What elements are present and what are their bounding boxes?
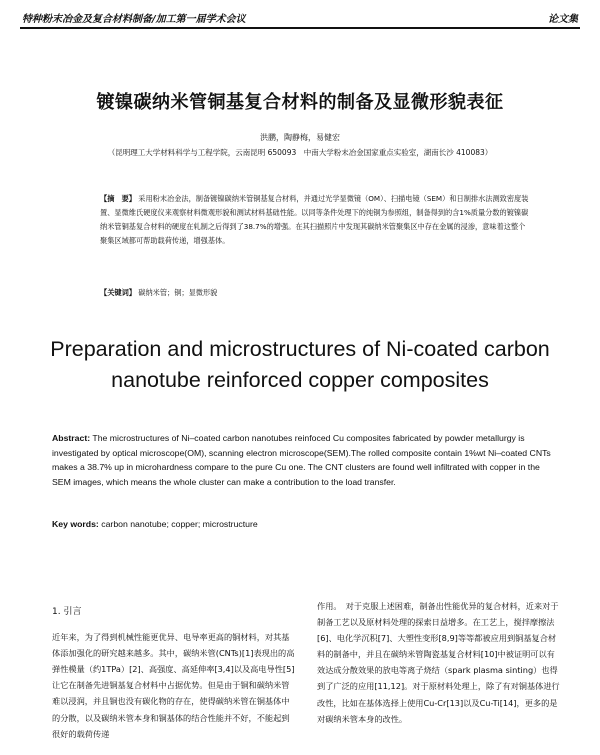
chinese-abstract-text: 采用粉末冶金法，制备镀镍碳纳米管铜基复合材料，并通过光学显微镜（OM）、扫描电镜（SEM）和日制排水法测致密度装置、显微维氏硬度仪来观察材料微观形貌和测试材料基础性能。以同等条件处理下的纯铜为参照组，制备得到的含1%质量分数的镀镍碳纳米管铜基复合材料的硬度在轧制之后得到了38.7%的增强。在其扫描照片中发现其碳纳米管聚集区中存在金属的浸渗，意味着这整个聚集区域都可帮助载荷传递，增强基体。	[100, 194, 529, 245]
english-abstract	[52, 431, 554, 489]
chinese-title: 镀镍碳纳米管铜基复合材料的制备及显微形貌表征	[96, 92, 504, 113]
chinese-keywords	[100, 288, 530, 298]
chinese-keywords-text: 碳纳米管；铜；显微形貌	[138, 288, 218, 297]
chinese-abstract	[100, 192, 530, 248]
left-column-paragraph: 近年来，为了得到机械性能更优异、电导率更高的铜材料，对其基体添加强化的研究越来越多。其中，碳纳米管(CNTs)[1]表现出的高弹性模量（约1TPa）[2]、高强度、高延伸率[3,4]以及高电导性[5]让它在制备先进铜基复合材料中占据优势。但是由于铜和碳纳米管难以浸润，并且铜也没有碳化物的存在，使得碳纳米管在铜基体中的分散，以及碳纳米管本身和铜基体的结合性能并不好，不能起到很好的载荷传递	[52, 632, 295, 739]
running-header	[22, 10, 578, 26]
english-keywords	[52, 519, 554, 529]
body-right-column	[317, 598, 561, 727]
section-heading-introduction: 1. 引言	[52, 607, 82, 617]
english-title: Preparation and microstructures of Ni-coated carbon nanotube reinforced copper composites	[50, 337, 550, 392]
header-rule	[20, 27, 580, 29]
body-left-column	[52, 604, 296, 742]
english-abstract-text: The microstructures of Ni–coated carbon nanotubes reinfoced Cu composites fabricated by powder metallurgy is investigated by optical microscope(OM), scanning electron microscope(SEM).The rolled composite contain 1%wt Ni–coated CNTs makes a 38.7% up in microhardness compare to the pure Cu one. The CNT clusters are found well infiltrated with copper in the SEM images, which means the whole cluster can make a contribution to the load transfer.	[52, 433, 551, 487]
chinese-authors: 洪鹏，陶静梅，易健宏	[260, 133, 340, 142]
chinese-affiliation: （昆明理工大学材料科学与工程学院，云南昆明 650093 中南大学粉末冶金国家重点实验室，湖南长沙 410083）	[107, 148, 493, 157]
english-keywords-label: Key words:	[52, 519, 99, 529]
journal-name: 特种粉末冶金及复合材料制备/加工第一届学术会议	[22, 14, 246, 25]
chinese-abstract-label: 【摘 要】	[100, 194, 136, 203]
english-keywords-text: carbon nanotube; copper; microstructure	[101, 519, 258, 529]
english-abstract-label: Abstract:	[52, 433, 91, 443]
chinese-keywords-label: 【关键词】	[100, 288, 136, 297]
right-column-paragraph: 作用。 对于克服上述困难，制备出性能优异的复合材料，近来对于制备工艺以及原材料处理的探索日益增多。在工艺上，搅拌摩擦法[6]、电化学沉积[7]、大塑性变形[8,9]等等都被应用到铜基复合材料的制备中，并且在碳纳米管陶瓷基复合材料[10]中被证明可以有效达成分散效果的放电等离子烧结（spark plasma sinting）也得到了广泛的应用[11,12]。对于原材料处理上，除了有对铜基体进行改性，比如在基体选择上使用Cu-Cr[13]以及Cu-Ti[14]，更多的是对碳纳米管本身的改性。	[317, 601, 560, 724]
section-name: 论文集	[548, 14, 578, 25]
